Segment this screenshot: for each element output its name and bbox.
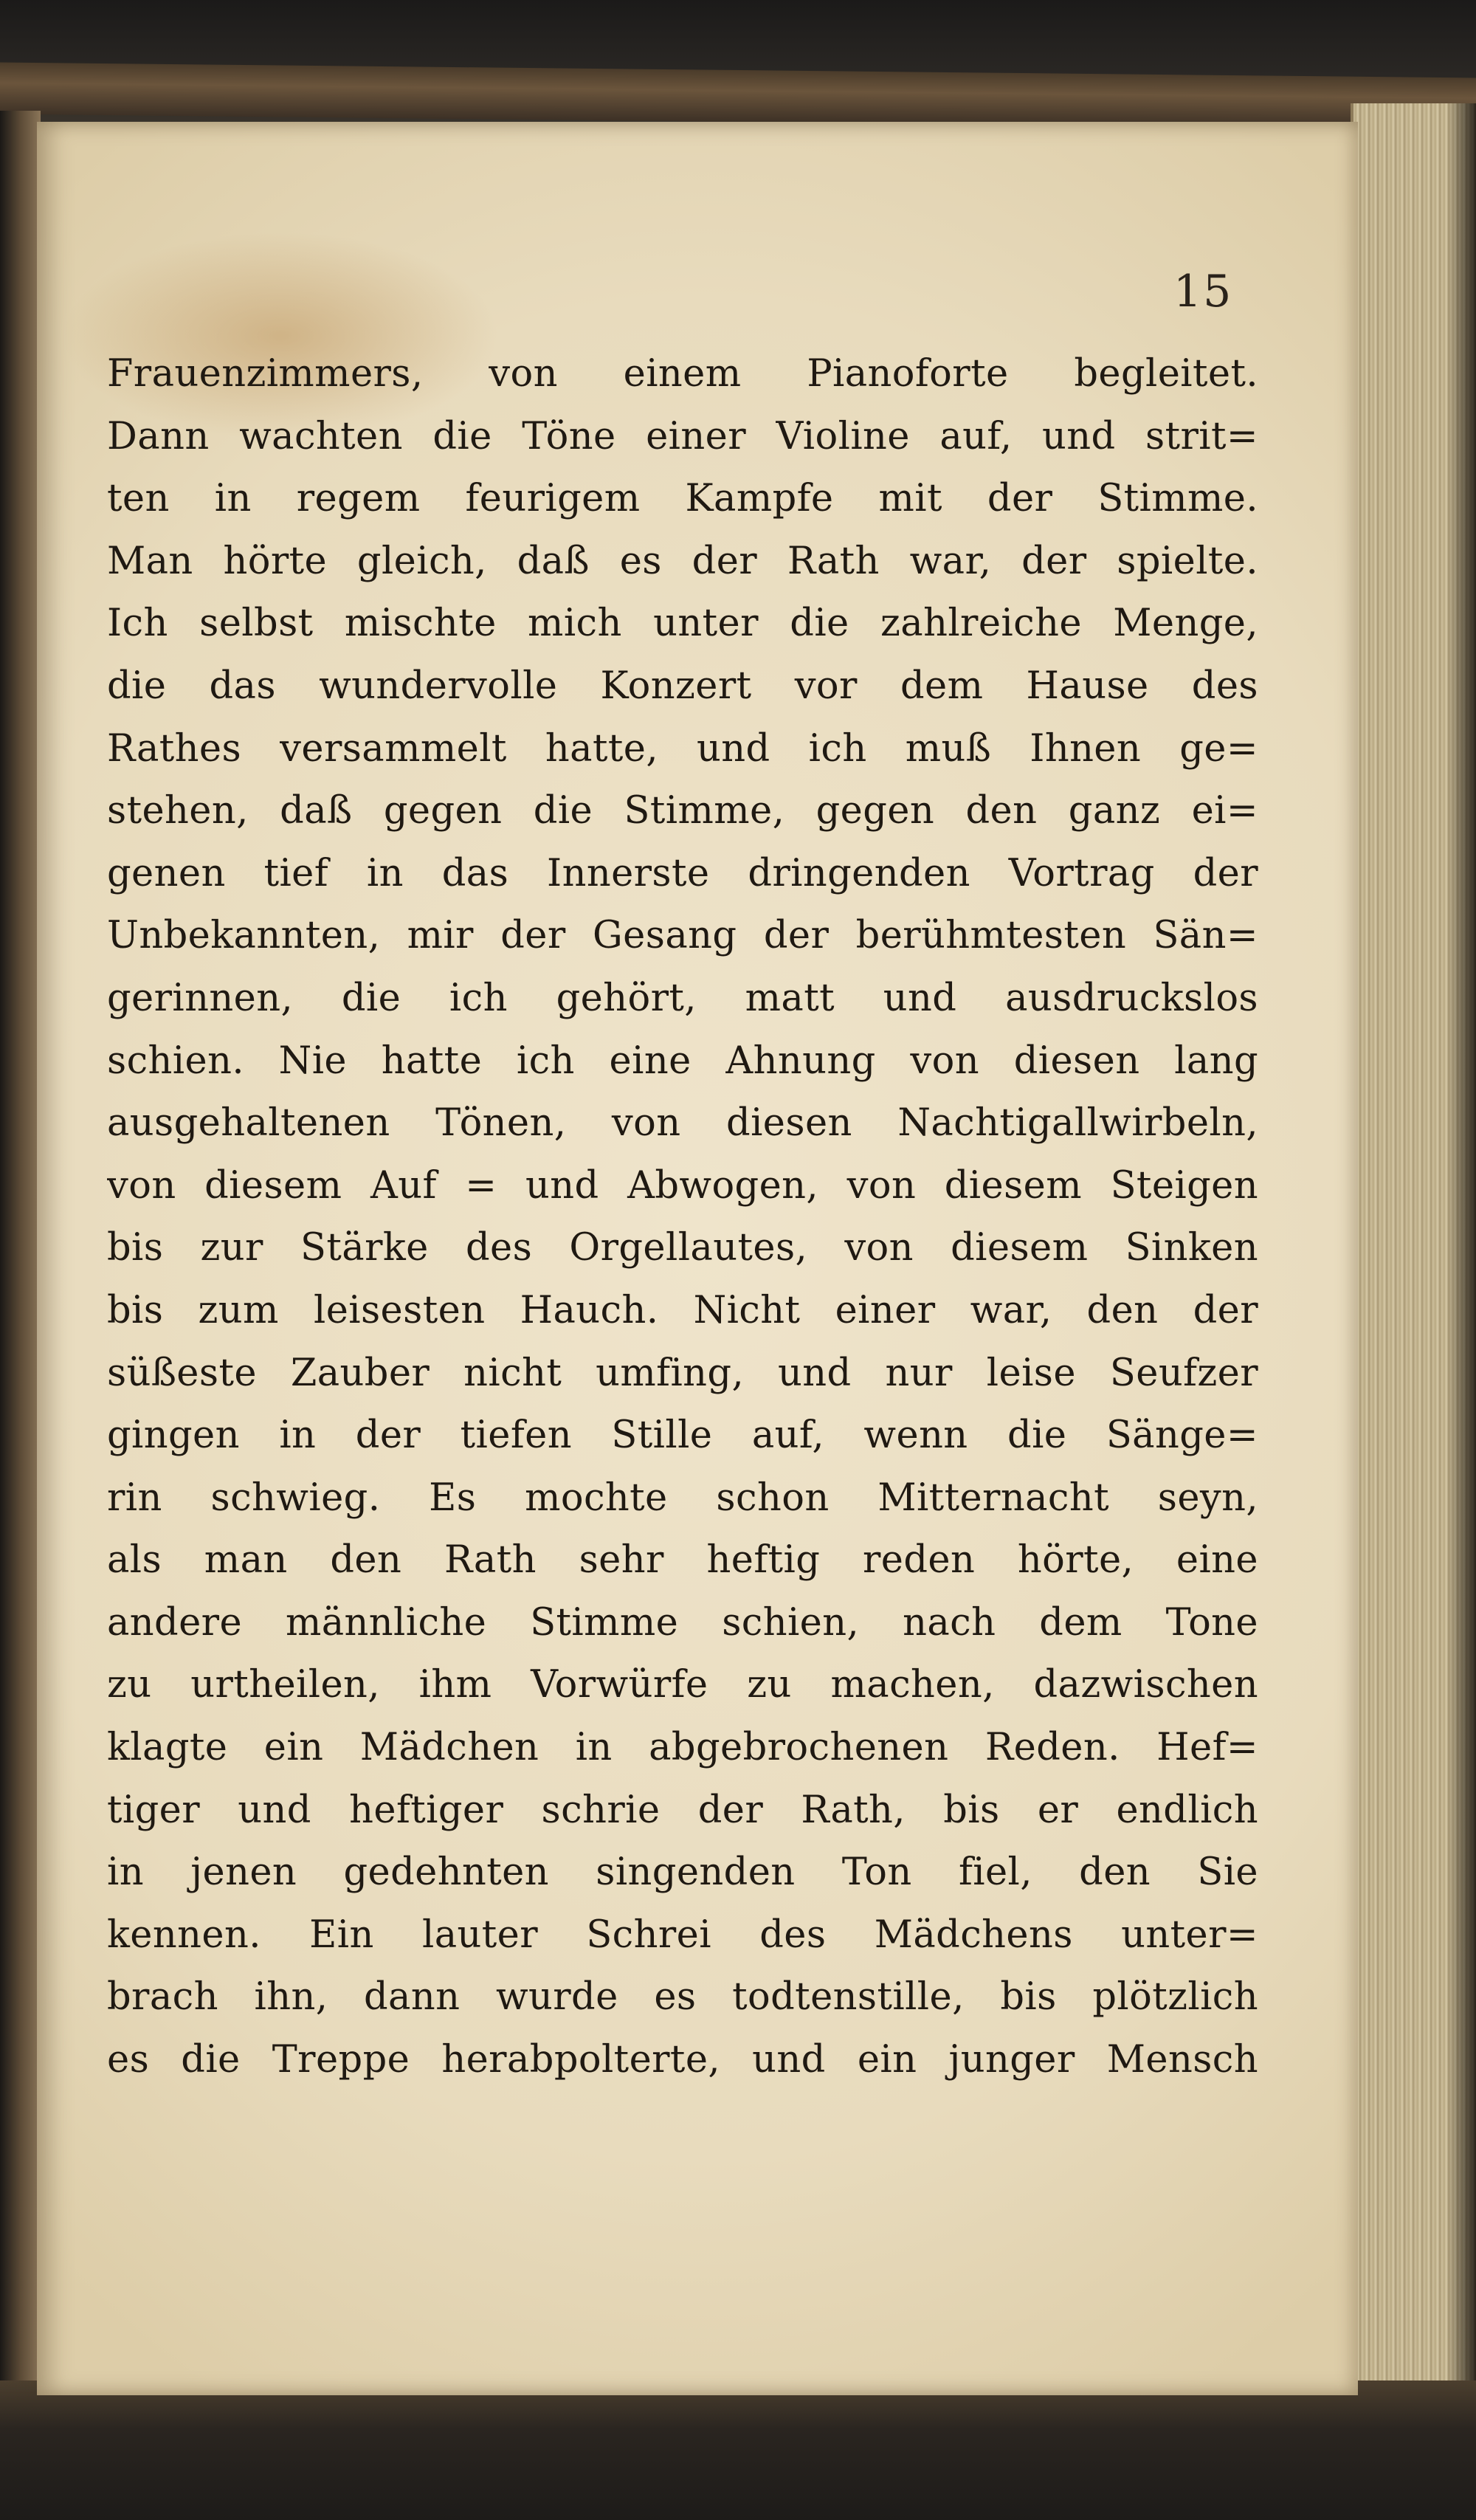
page-number: 15 [1173, 266, 1233, 317]
text-line: Man hörte gleich, daß es der Rath war, der spielte. [107, 539, 1258, 583]
text-line: kennen. Ein lauter Schrei des Mädchens unter= [107, 1913, 1258, 1957]
text-line: bis zur Stärke des Orgellautes, von diesem Sinken [107, 1226, 1258, 1270]
text-line: die das wundervolle Konzert vor dem Hause des [107, 664, 1258, 708]
text-line: ten in regem feurigem Kampfe mit der Stimme. [107, 477, 1258, 521]
text-line: gingen in der tiefen Stille auf, wenn die Sänge= [107, 1414, 1258, 1458]
page-text [107, 343, 1258, 2092]
text-line: andere männliche Stimme schien, nach dem Tone [107, 1600, 1258, 1645]
text-line: genen tief in das Innerste dringenden Vortrag der [107, 851, 1258, 895]
text-line: als man den Rath sehr heftig reden hörte, eine [107, 1538, 1258, 1583]
text-line: zu urtheilen, ihm Vorwürfe zu machen, dazwischen [107, 1663, 1258, 1707]
text-line: es die Treppe herabpolterte, und ein junger Mensch [107, 2038, 1258, 2082]
text-line: ausgehaltenen Tönen, von diesen Nachtigallwirbeln, [107, 1101, 1258, 1146]
text-line: rin schwieg. Es mochte schon Mitternacht seyn, [107, 1476, 1258, 1520]
text-line: in jenen gedehnten singenden Ton fiel, den Sie [107, 1851, 1258, 1895]
text-line: brach ihn, dann wurde es todtenstille, bis plötzlich [107, 1975, 1258, 2020]
text-line: klagte ein Mädchen in abgebrochenen Reden. Hef= [107, 1726, 1258, 1770]
text-line: süßeste Zauber nicht umfing, und nur leise Seufzer [107, 1351, 1258, 1395]
text-line: Rathes versammelt hatte, und ich muß Ihnen ge= [107, 726, 1258, 771]
text-line: Unbekannten, mir der Gesang der berühmtesten Sän= [107, 914, 1258, 958]
book-bottom-edge [0, 2380, 1476, 2520]
text-line: gerinnen, die ich gehört, matt und ausdruckslos [107, 976, 1258, 1020]
page-stack-shadow [1446, 103, 1476, 2451]
text-line: Frauenzimmers, von einem Pianoforte begleitet. [107, 352, 1258, 396]
text-line: tiger und heftiger schrie der Rath, bis er endlich [107, 1788, 1258, 1832]
text-line: bis zum leisesten Hauch. Nicht einer war, den der [107, 1288, 1258, 1332]
text-line: Dann wachten die Töne einer Violine auf, und strit= [107, 414, 1258, 458]
book-cover-left-edge [0, 111, 41, 2384]
text-line: stehen, daß gegen die Stimme, gegen den ganz ei= [107, 789, 1258, 833]
book-page [37, 122, 1358, 2395]
text-line: Ich selbst mischte mich unter die zahlreiche Menge, [107, 602, 1258, 646]
text-line: schien. Nie hatte ich eine Ahnung von diesen lang [107, 1039, 1258, 1083]
text-line: von diesem Auf = und Abwogen, von diesem Steigen [107, 1163, 1258, 1208]
